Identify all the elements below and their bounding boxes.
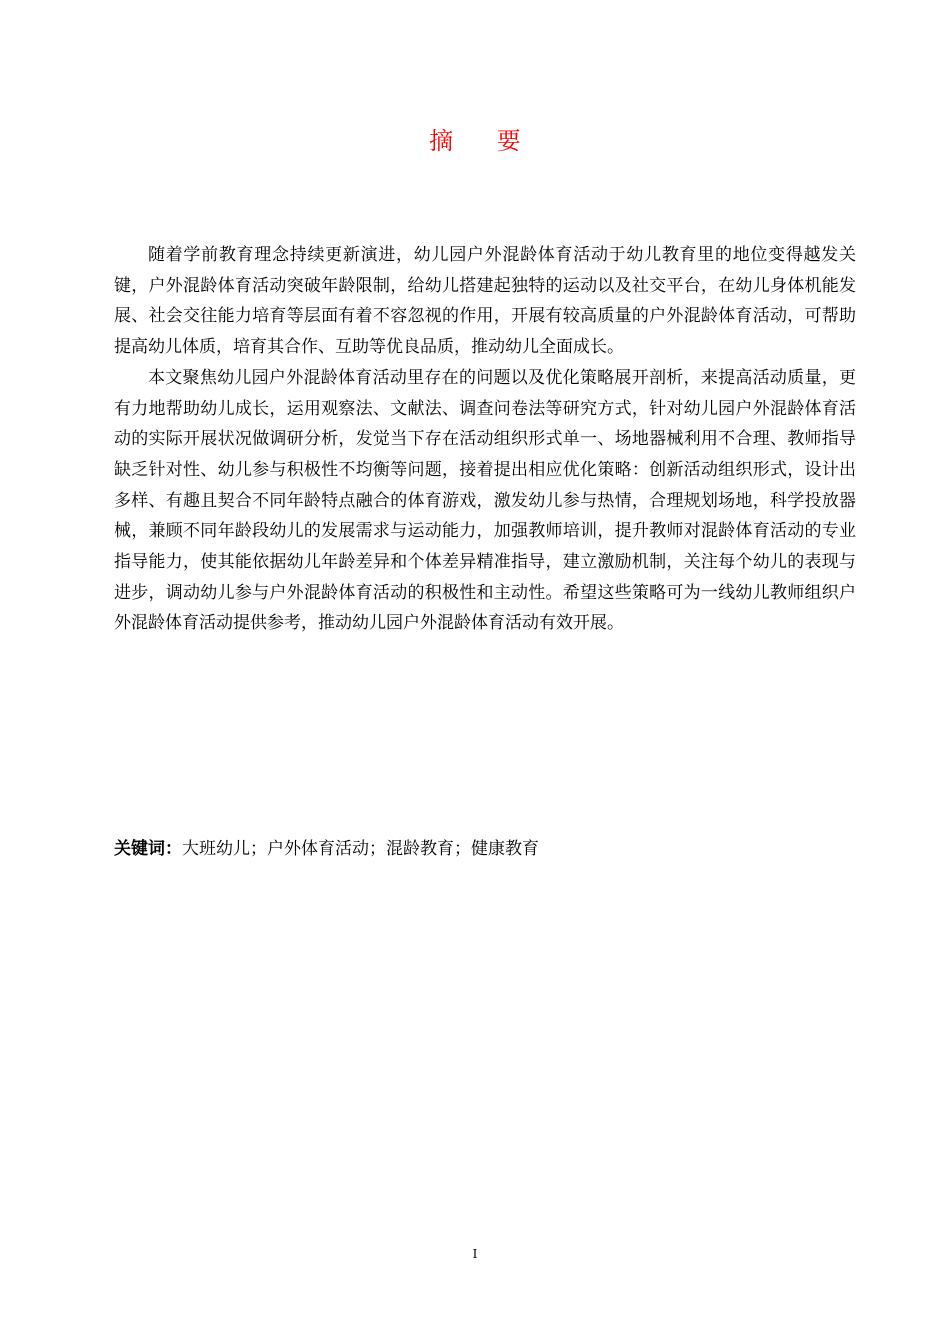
abstract-paragraph-2: 本文聚焦幼儿园户外混龄体育活动里存在的问题以及优化策略展开剖析，来提高活动质量，更有力地帮助幼儿成长，运用观察法、文献法、调查问卷法等研究方式，针对幼儿园户外混龄体育活动的实际开展状况做调研分析，发觉当下存在活动组织形式单一、场地器械利用不合理、教师指导缺乏针对性、幼儿参与积极性不均衡等问题，接着提出相应优化策略：创新活动组织形式，设计出多样、有趣且契合不同年龄特点融合的体育游戏，激发幼儿参与热情，合理规划场地，科学投放器械，兼顾不同年龄段幼儿的发展需求与运动能力，加强教师培训，提升教师对混龄体育活动的专业指导能力，使其能依据幼儿年龄差异和个体差异精准指导，建立激励机制，关注每个幼儿的表现与进步，调动幼儿参与户外混龄体育活动的积极性和主动性。希望这些策略可为一线幼儿教师组织户外混龄体育活动提供参考，推动幼儿园户外混龄体育活动有效开展。 — [114, 367, 856, 634]
page-number: I — [472, 1247, 478, 1261]
abstract-paragraph-1: 随着学前教育理念持续更新演进，幼儿园户外混龄体育活动于幼儿教育里的地位变得越发关键，户外混龄体育活动突破年龄限制，给幼儿搭建起独特的运动以及社交平台，在幼儿身体机能发展、社会交往能力培育等层面有着不容忽视的作用，开展有较高质量的户外混龄体育活动，可帮助提高幼儿体质，培育其合作、互助等优良品质，推动幼儿全面成长。 — [114, 245, 856, 358]
keywords-label: 关键词： — [114, 839, 182, 859]
abstract-body — [114, 240, 856, 639]
abstract-title: 摘 要 — [429, 127, 539, 155]
keywords-line — [114, 834, 856, 864]
keywords-text: 大班幼儿；户外体育活动；混龄教育；健康教育 — [182, 839, 539, 859]
